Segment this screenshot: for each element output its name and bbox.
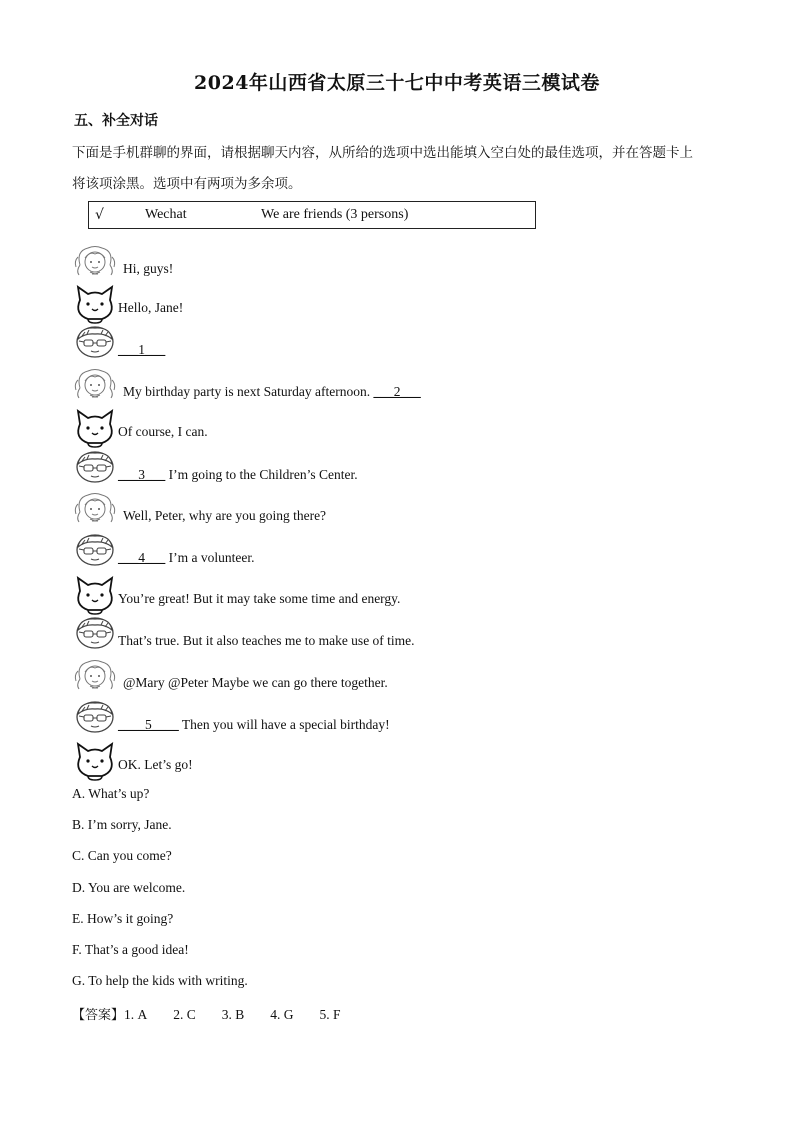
answer-item: 5. F (319, 1007, 341, 1022)
message-text (118, 342, 165, 358)
message-fragment: Then you will have a special birthday! (178, 717, 390, 732)
chat-header-bar (88, 201, 536, 229)
answer-item: 2. C (173, 1007, 196, 1022)
option-item: B. I’m sorry, Jane. (72, 817, 172, 833)
message-text (123, 675, 388, 691)
message-fragment: @Mary @Peter Maybe we can go there together. (123, 675, 388, 690)
message-fragment: That’s true. But it also teaches me to make use of time. (118, 633, 415, 648)
boy-avatar-icon (72, 700, 118, 734)
chat-message (72, 741, 772, 781)
instructions-line-2: 将该项涂黑。选项中有两项为多余项。 (72, 176, 302, 192)
option-item: D. You are welcome. (72, 879, 186, 895)
cat-avatar-icon (72, 575, 118, 615)
message-fragment: Hi, guys! (123, 261, 174, 276)
answer-item: 3. B (221, 1007, 245, 1022)
girl-avatar-icon (72, 491, 118, 525)
message-text (123, 508, 326, 524)
chat-message (72, 284, 772, 324)
answer-blank: ___2___ (373, 384, 421, 399)
check-icon: √ (95, 207, 104, 223)
boy-avatar-icon (72, 533, 118, 567)
chat-message (72, 244, 772, 284)
group-name: We are friends (3 persons) (261, 207, 409, 222)
message-fragment: My birthday party is next Saturday afternoon. (123, 384, 374, 399)
message-text (123, 261, 173, 277)
boy-avatar-icon (72, 450, 118, 484)
message-fragment: You’re great! But it may take some time and energy. (118, 591, 401, 606)
option-item: G. To help the kids with writing. (72, 973, 248, 989)
chat-message (72, 325, 772, 365)
chat-message (72, 408, 772, 448)
girl-avatar-icon (72, 367, 118, 401)
app-name: Wechat (145, 207, 187, 222)
cat-avatar-icon (72, 408, 118, 448)
cat-avatar-icon (72, 284, 118, 324)
message-text (118, 424, 208, 440)
message-text (118, 717, 390, 733)
option-item: E. How’s it going? (72, 910, 174, 926)
message-text (118, 757, 193, 773)
option-item: A. What’s up? (72, 786, 150, 801)
chat-message (72, 491, 772, 531)
answer-item: 4. G (270, 1007, 294, 1022)
message-text (123, 384, 421, 400)
chat-message (72, 450, 772, 490)
answer-blank: ____5____ (118, 717, 179, 732)
answer-blank: ___3___ (118, 467, 166, 482)
answer-blank: ___4___ (118, 550, 166, 565)
message-text (118, 550, 254, 566)
section-heading: 五、补全对话 (74, 113, 158, 129)
chat-message (72, 533, 772, 573)
chat-message (72, 658, 772, 698)
girl-avatar-icon (72, 244, 118, 278)
boy-avatar-icon (72, 616, 118, 650)
answer-line (72, 1004, 367, 1023)
message-text (118, 300, 183, 316)
message-text (118, 633, 415, 649)
message-fragment: I’m going to the Children’s Center. (165, 467, 358, 482)
message-fragment: Well, Peter, why are you going there? (123, 508, 327, 523)
message-text (118, 591, 400, 607)
chat-message (72, 575, 772, 615)
chat-message (72, 367, 772, 407)
option-item: F. That’s a good idea! (72, 942, 189, 957)
instructions-line-1: 下面是手机群聊的界面，请根据聊天内容，从所给的选项中选出能填入空白处的最佳选项，并在答题卡上 (72, 145, 693, 161)
message-fragment: Of course, I can. (118, 424, 208, 439)
answer-item: 1. A (124, 1007, 148, 1022)
page-title: 2024年山西省太原三十七中中考英语三模试卷 (194, 72, 600, 94)
option-item: C. Can you come? (72, 848, 172, 864)
cat-avatar-icon (72, 741, 118, 781)
chat-message (72, 616, 772, 656)
message-fragment: I’m a volunteer. (165, 550, 255, 565)
message-fragment: Hello, Jane! (118, 300, 184, 315)
message-text (118, 467, 358, 483)
answer-blank: ___1___ (118, 342, 166, 357)
girl-avatar-icon (72, 658, 118, 692)
chat-message (72, 700, 772, 740)
boy-avatar-icon (72, 325, 118, 359)
answer-label: 【答案】 (72, 1008, 125, 1023)
message-fragment: OK. Let’s go! (118, 757, 193, 772)
